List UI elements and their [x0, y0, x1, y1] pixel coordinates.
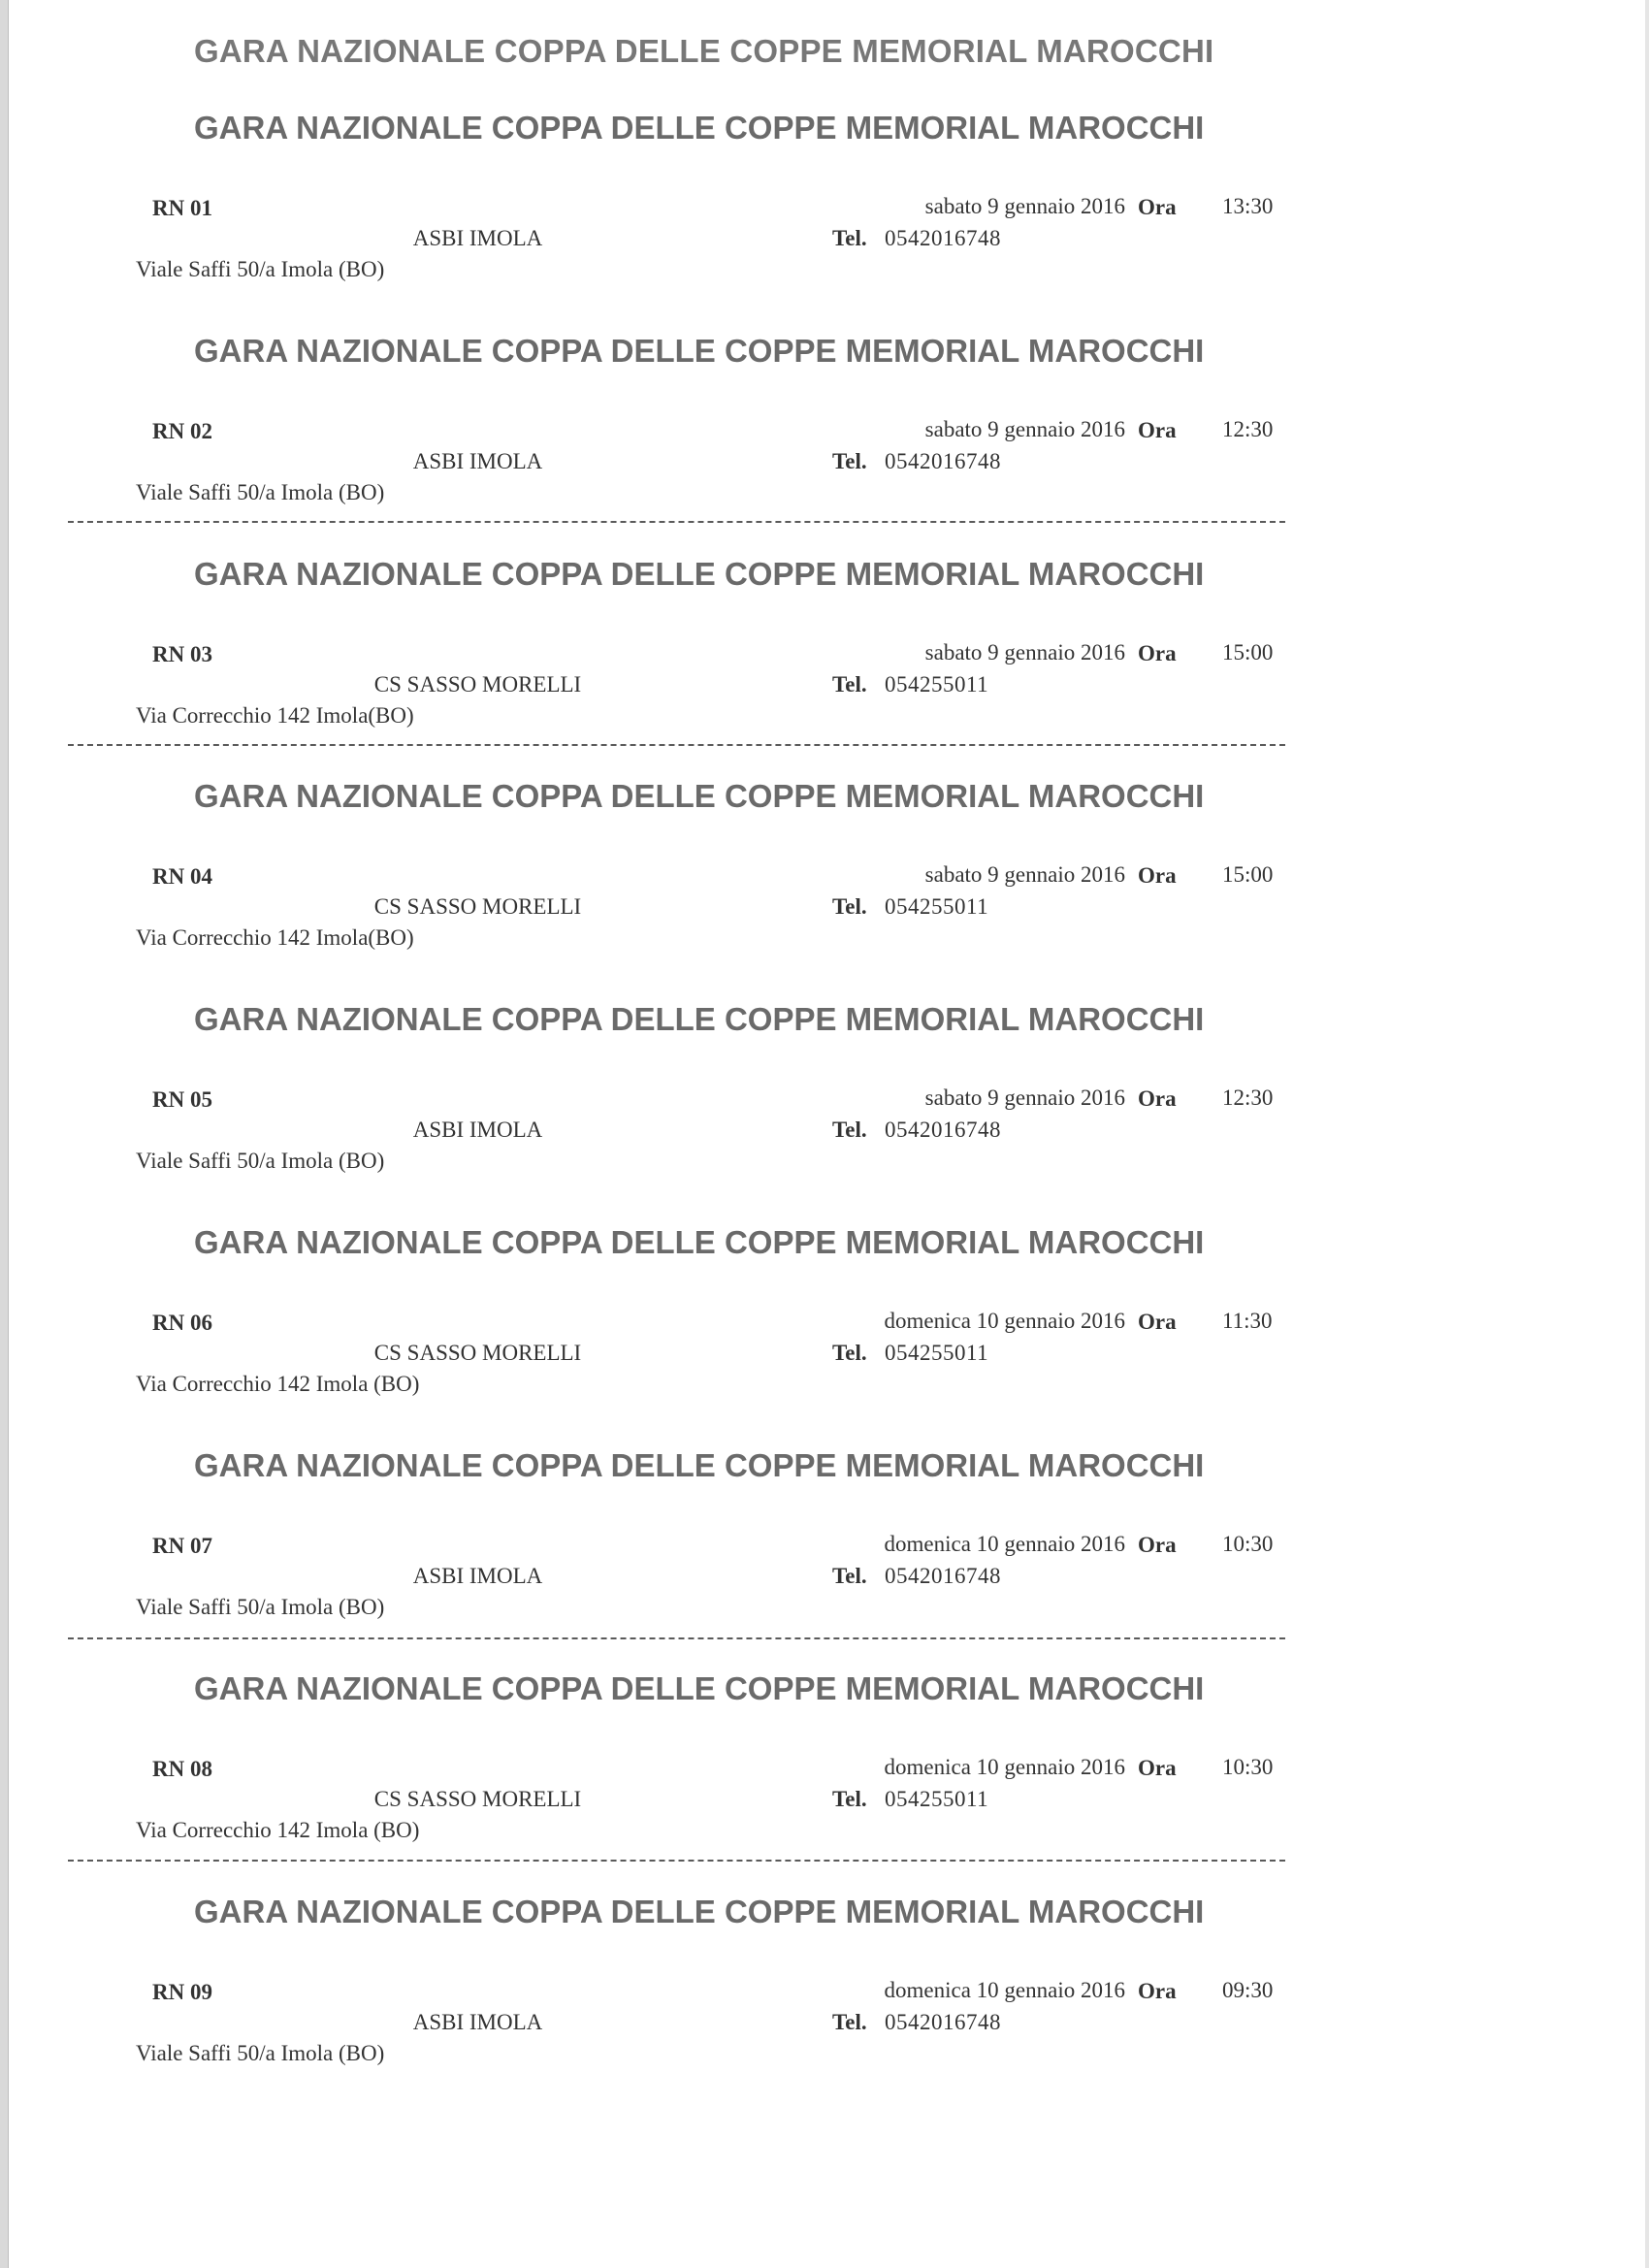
ticket-time: 15:00	[1222, 862, 1274, 887]
ticket-time: 10:30	[1222, 1532, 1274, 1556]
ticket-date: domenica 10 gennaio 2016	[884, 1755, 1125, 1779]
cut-line-divider	[68, 1860, 1285, 1862]
ora-label: Ora	[1138, 1310, 1177, 1334]
ticket	[0, 1894, 1649, 2117]
ticket-time: 13:30	[1222, 194, 1274, 218]
ticket-code: RN 03	[152, 642, 212, 666]
ticket-title: GARA NAZIONALE COPPA DELLE COPPE MEMORIAL MAROCCHI	[194, 1447, 1205, 1483]
ticket-code: RN 07	[152, 1534, 212, 1558]
ticket-address: Viale Saffi 50/a Imola (BO)	[136, 2041, 385, 2065]
ticket-address: Via Correcchio 142 Imola (BO)	[136, 1372, 420, 1396]
tel-label: Tel.	[832, 449, 867, 473]
ticket-venue: ASBI IMOLA	[412, 2010, 543, 2034]
ticket-date: domenica 10 gennaio 2016	[884, 1532, 1125, 1556]
ticket-date: sabato 9 gennaio 2016	[924, 862, 1125, 887]
tel-label: Tel.	[832, 672, 867, 697]
ticket-date: sabato 9 gennaio 2016	[924, 194, 1125, 218]
ticket	[0, 110, 1649, 333]
cut-line-divider	[68, 1637, 1285, 1639]
ticket-code: RN 06	[152, 1311, 212, 1335]
ticket-title: GARA NAZIONALE COPPA DELLE COPPE MEMORIAL MAROCCHI	[194, 1894, 1205, 1929]
ora-label: Ora	[1138, 863, 1177, 888]
tel-label: Tel.	[832, 2010, 867, 2034]
ticket-code: RN 01	[152, 196, 212, 220]
ticket-address: Viale Saffi 50/a Imola (BO)	[136, 1149, 385, 1173]
ticket-date: sabato 9 gennaio 2016	[924, 640, 1125, 664]
ticket-venue: CS SASSO MORELLI	[373, 894, 582, 919]
ticket-phone: 054255011	[885, 672, 989, 697]
ora-label: Ora	[1138, 1086, 1177, 1111]
ticket-time: 10:30	[1222, 1755, 1274, 1779]
ora-label: Ora	[1138, 418, 1177, 442]
ticket-venue: ASBI IMOLA	[412, 449, 543, 473]
ticket-venue: CS SASSO MORELLI	[373, 672, 582, 697]
ticket-address: Viale Saffi 50/a Imola (BO)	[136, 480, 385, 504]
ticket-code: RN 04	[152, 864, 212, 889]
ora-label: Ora	[1138, 1979, 1177, 2003]
ora-label: Ora	[1138, 195, 1177, 219]
ticket-phone: 054255011	[885, 894, 989, 919]
ora-label: Ora	[1138, 1533, 1177, 1557]
ticket-time: 11:30	[1222, 1309, 1273, 1333]
ora-label: Ora	[1138, 1756, 1177, 1780]
ticket-address: Viale Saffi 50/a Imola (BO)	[136, 1595, 385, 1619]
ticket-address: Viale Saffi 50/a Imola (BO)	[136, 257, 385, 281]
ticket-time: 09:30	[1222, 1978, 1274, 2002]
ticket-phone: 054255011	[885, 1787, 989, 1811]
ticket-venue: CS SASSO MORELLI	[373, 1341, 582, 1365]
ticket-address: Via Correcchio 142 Imola(BO)	[136, 925, 414, 950]
tel-label: Tel.	[832, 226, 867, 250]
ticket-time: 15:00	[1222, 640, 1274, 664]
ticket	[0, 778, 1649, 1001]
tel-label: Tel.	[832, 1564, 867, 1588]
ticket-date: sabato 9 gennaio 2016	[924, 1085, 1125, 1110]
tel-label: Tel.	[832, 1341, 867, 1365]
ticket-address: Via Correcchio 142 Imola (BO)	[136, 1818, 420, 1842]
tel-label: Tel.	[832, 1118, 867, 1142]
ticket-phone: 0542016748	[885, 1118, 1001, 1142]
ticket-phone: 0542016748	[885, 2010, 1001, 2034]
ticket-code: RN 02	[152, 419, 212, 443]
ticket-phone: 0542016748	[885, 449, 1001, 473]
ticket-venue: ASBI IMOLA	[412, 226, 543, 250]
cut-line-divider	[68, 744, 1285, 746]
ticket-code: RN 08	[152, 1757, 212, 1781]
ticket-phone: 0542016748	[885, 1564, 1001, 1588]
ticket-venue: CS SASSO MORELLI	[373, 1787, 582, 1811]
ticket-title: GARA NAZIONALE COPPA DELLE COPPE MEMORIAL MAROCCHI	[194, 110, 1205, 146]
ticket-venue: ASBI IMOLA	[412, 1118, 543, 1142]
ticket-title: GARA NAZIONALE COPPA DELLE COPPE MEMORIAL MAROCCHI	[194, 778, 1205, 814]
ticket-phone: 054255011	[885, 1341, 989, 1365]
ticket	[0, 1224, 1649, 1447]
ticket-code: RN 05	[152, 1087, 212, 1112]
cut-line-divider	[68, 521, 1285, 523]
ora-label: Ora	[1138, 641, 1177, 665]
tel-label: Tel.	[832, 1787, 867, 1811]
ticket-date: sabato 9 gennaio 2016	[924, 417, 1125, 441]
tel-label: Tel.	[832, 894, 867, 919]
ticket-phone: 0542016748	[885, 226, 1001, 250]
ticket-venue: ASBI IMOLA	[412, 1564, 543, 1588]
page-header-title: GARA NAZIONALE COPPA DELLE COPPE MEMORIAL MAROCCHI	[194, 33, 1214, 69]
ticket-date: domenica 10 gennaio 2016	[884, 1309, 1125, 1333]
ticket-address: Via Correcchio 142 Imola(BO)	[136, 703, 414, 728]
ticket-title: GARA NAZIONALE COPPA DELLE COPPE MEMORIAL MAROCCHI	[194, 1001, 1205, 1037]
ticket-title: GARA NAZIONALE COPPA DELLE COPPE MEMORIAL MAROCCHI	[194, 1224, 1205, 1260]
ticket-date: domenica 10 gennaio 2016	[884, 1978, 1125, 2002]
ticket-code: RN 09	[152, 1980, 212, 2004]
ticket-time: 12:30	[1222, 1085, 1274, 1110]
ticket	[0, 1001, 1649, 1224]
ticket-time: 12:30	[1222, 417, 1274, 441]
ticket-title: GARA NAZIONALE COPPA DELLE COPPE MEMORIAL MAROCCHI	[194, 556, 1205, 592]
ticket-title: GARA NAZIONALE COPPA DELLE COPPE MEMORIAL MAROCCHI	[194, 1670, 1205, 1706]
ticket-title: GARA NAZIONALE COPPA DELLE COPPE MEMORIAL MAROCCHI	[194, 333, 1205, 369]
